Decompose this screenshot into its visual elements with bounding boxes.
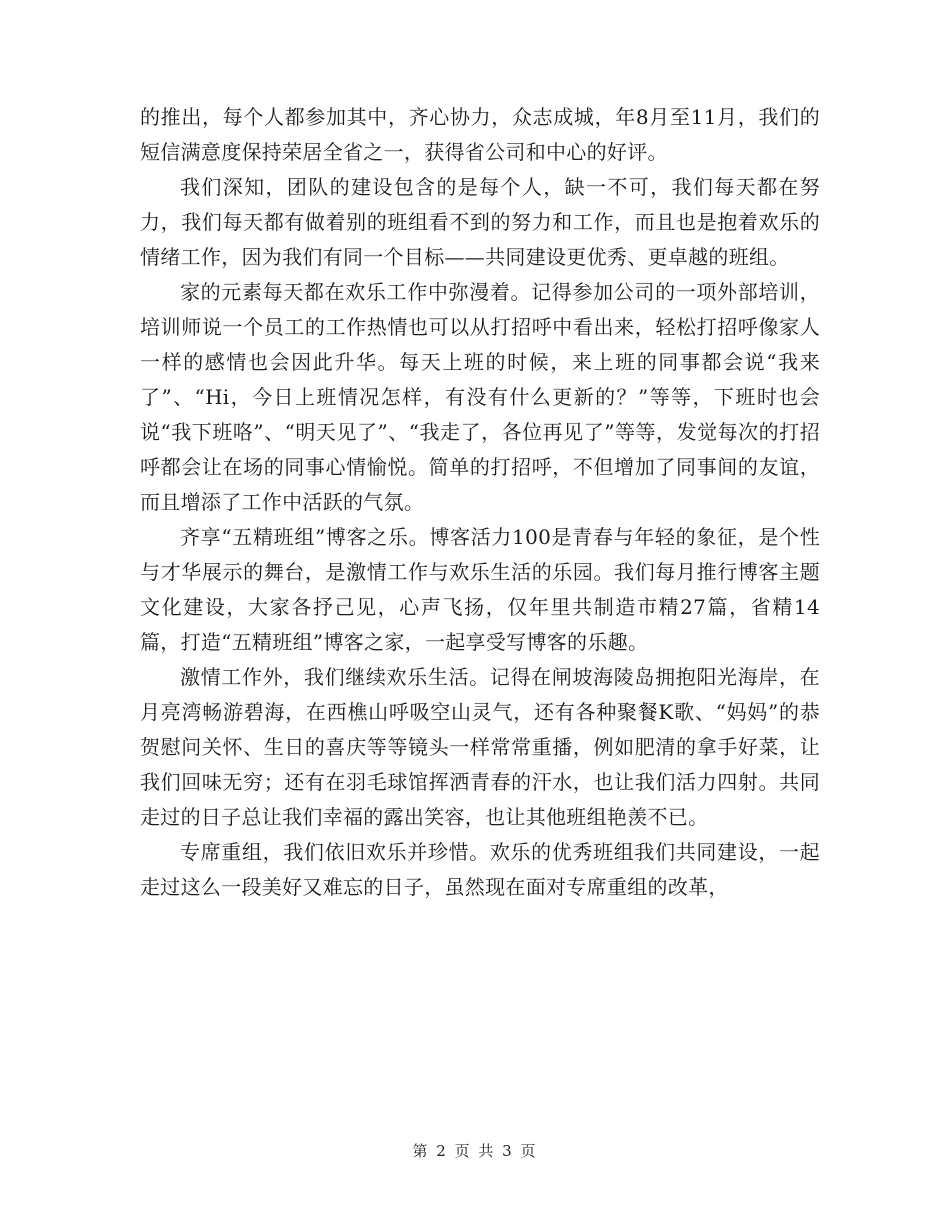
paragraph-3: 家的元素每天都在欢乐工作中弥漫着。记得参加公司的一项外部培训，培训师说一个员工的工作热情也可以从打招呼中看出来，轻松打招呼像家人一样的感情也会因此升华。每天上班的时候，来上班的同事都会说“我来了”、“Hi，今日上班情况怎样，有没有什么更新的？”等等，下班时也会说“我下班咯”、“明天见了”、“我走了，各位再见了”等等，发觉每次的打招呼都会让在场的同事心情愉悦。简单的打招呼，不但增加了同事间的友谊，而且增添了工作中活跃的气氛。 [140,280,820,514]
paragraph-5: 激情工作外，我们继续欢乐生活。记得在闸坡海陵岛拥抱阳光海岸，在月亮湾畅游碧海，在西樵山呼吸空山灵气，还有各种聚餐K歌、“妈妈”的恭贺慰问关怀、生日的喜庆等等镜头一样常常重播，例如肥清的拿手好菜，让我们回味无穷；还有在羽毛球馆挥洒青春的汗水，也让我们活力四射。共同走过的日子总让我们幸福的露出笑容，也让其他班组艳羡不已。 [140,665,820,829]
paragraph-1: 的推出，每个人都参加其中，齐心协力，众志成城，年8月至11月，我们的短信满意度保持荣居全省之一，获得省公司和中心的好评。 [140,105,820,164]
document-body [140,100,820,905]
paragraph-4: 齐享“五精班组”博客之乐。博客活力100是青春与年轻的象征，是个性与才华展示的舞台，是激情工作与欢乐生活的乐园。我们每月推行博客主题文化建设，大家各抒己见，心声飞扬，仅年里共制造市精27篇，省精14篇，打造“五精班组”博客之家，一起享受写博客的乐趣。 [140,525,820,654]
page-footer: 第 2 页 共 3 页 [412,1142,538,1160]
paragraph-6: 专席重组，我们依旧欢乐并珍惜。欢乐的优秀班组我们共同建设，一起走过这么一段美好又难忘的日子，虽然现在面对专席重组的改革， [140,840,820,899]
paragraph-2: 我们深知，团队的建设包含的是每个人，缺一不可，我们每天都在努力，我们每天都有做着别的班组看不到的努力和工作，而且也是抱着欢乐的情绪工作，因为我们有同一个目标——共同建设更优秀、更卓越的班组。 [140,175,820,269]
